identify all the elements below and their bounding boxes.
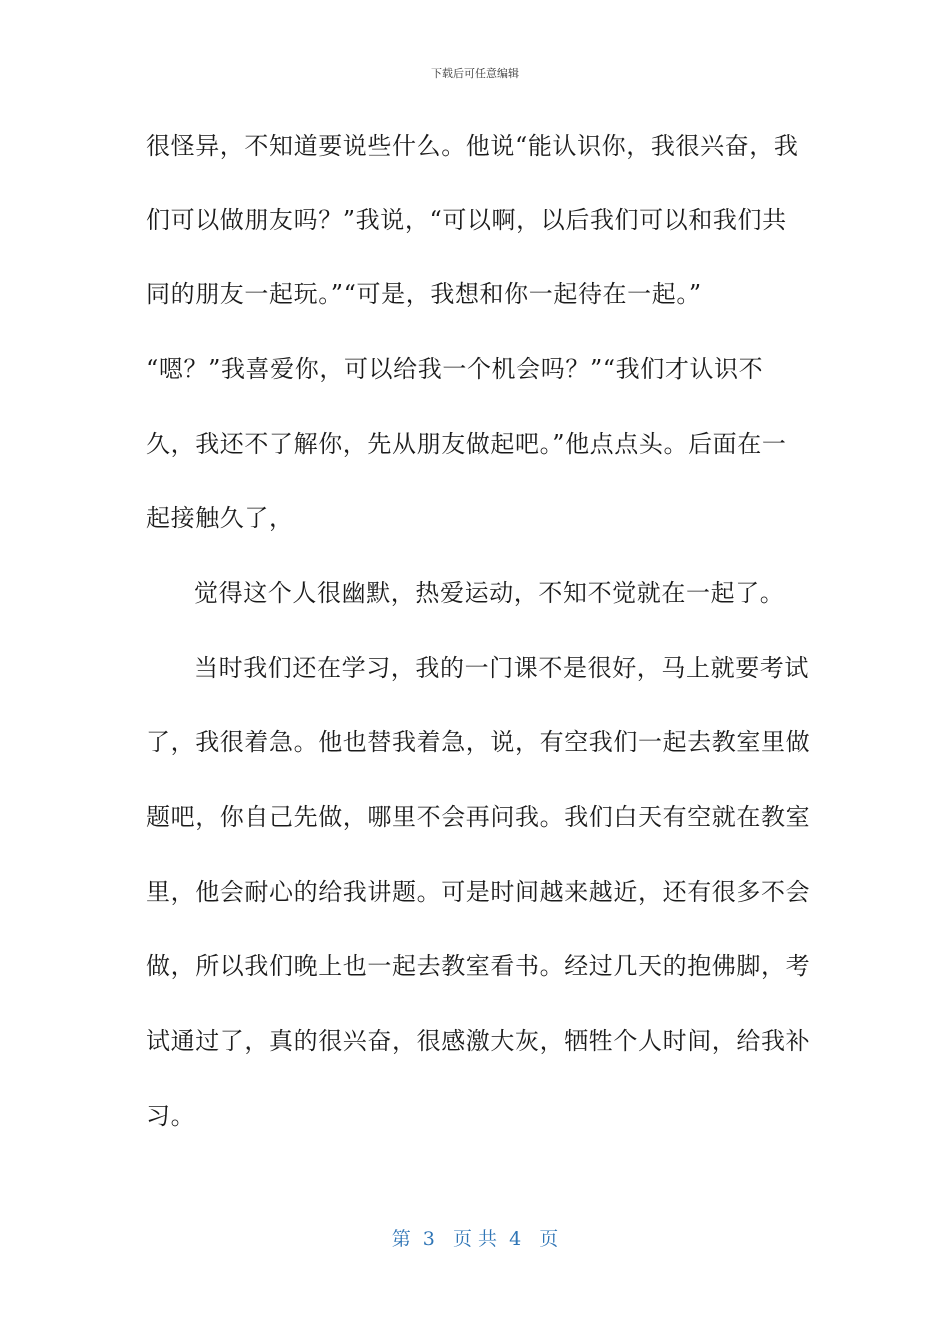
body-line: 很怪异，不知道要说些什么。他说“能认识你，我很兴奋，我: [146, 132, 799, 160]
page-header: 下载后可任意编辑: [431, 67, 519, 80]
body-line: 了，我很着急。他也替我着急，说，有空我们一起去教室里做: [146, 728, 811, 756]
body-line: 久，我还不了解你，先从朋友做起吧。”他点点头。后面在一: [146, 430, 787, 458]
body-line: 习。: [146, 1102, 196, 1130]
paragraph-first-line: 觉得这个人很幽默，热爱运动，不知不觉就在一起了。: [194, 579, 785, 607]
body-line: 里，他会耐心的给我讲题。可是时间越来越近，还有很多不会: [146, 878, 811, 906]
body-line: 同的朋友一起玩。”“可是，我想和你一起待在一起。”: [146, 280, 702, 308]
body-line: 起接触久了，: [146, 504, 294, 532]
body-line: 们可以做朋友吗？”我说，“可以啊，以后我们可以和我们共: [146, 206, 787, 234]
body-line: “嗯？”我喜爱你，可以给我一个机会吗？”“我们才认识不: [146, 355, 764, 383]
paragraph-first-line: 当时我们还在学习，我的一门课不是很好，马上就要考试: [194, 654, 809, 682]
body-line: 题吧，你自己先做，哪里不会再问我。我们白天有空就在教室: [146, 803, 811, 831]
body-line: 试通过了，真的很兴奋，很感激大灰，牺牲个人时间，给我补: [146, 1027, 811, 1055]
body-line: 做，所以我们晚上也一起去教室看书。经过几天的抱佛脚，考: [146, 952, 811, 980]
page-number-footer: 第 3 页 共 4 页: [391, 1228, 559, 1250]
